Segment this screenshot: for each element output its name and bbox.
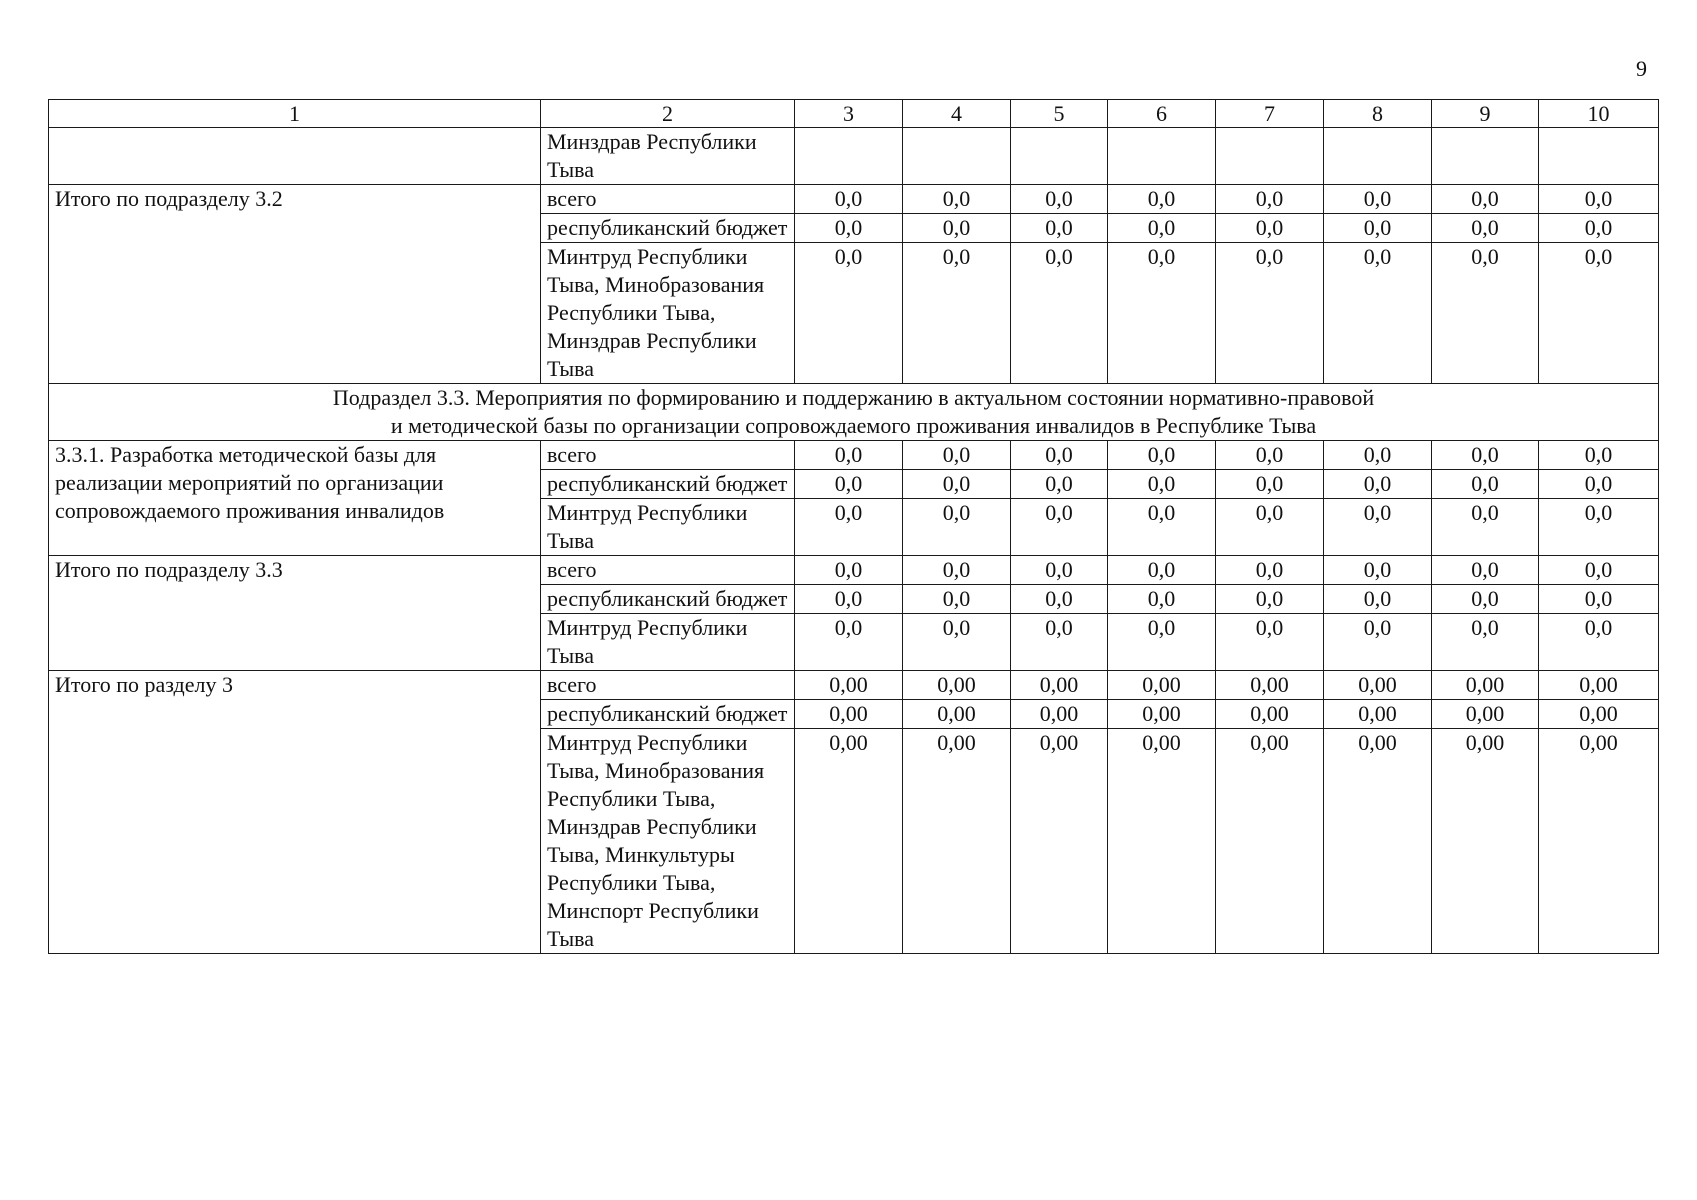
value-cell: 0,0: [1539, 243, 1659, 384]
header-cell: 10: [1539, 100, 1659, 128]
table-row: [49, 556, 1659, 585]
value-cell: 0,0: [1324, 214, 1432, 243]
source-cell: всего: [541, 441, 795, 470]
value-cell: 0,0: [1108, 214, 1216, 243]
value-cell: 0,0: [1539, 185, 1659, 214]
value-cell: 0,00: [1432, 700, 1539, 729]
value-cell: 0,0: [903, 556, 1011, 585]
value-cell: 0,0: [795, 185, 903, 214]
value-cell: 0,0: [1216, 614, 1324, 671]
header-cell: 5: [1011, 100, 1108, 128]
value-cell: 0,00: [1108, 700, 1216, 729]
value-cell: 0,00: [1539, 700, 1659, 729]
value-cell: 0,00: [1324, 671, 1432, 700]
value-cell: 0,00: [1432, 729, 1539, 954]
value-cell: 0,0: [1216, 243, 1324, 384]
header-cell: 6: [1108, 100, 1216, 128]
value-cell: 0,0: [1216, 214, 1324, 243]
page-number: 9: [1636, 56, 1647, 81]
value-cell: 0,0: [795, 441, 903, 470]
table-row: [49, 671, 1659, 700]
subtotal-3-2-title: Итого по подразделу 3.2: [49, 185, 541, 384]
value-cell: 0,0: [795, 243, 903, 384]
table-row: [49, 441, 1659, 470]
value-cell: 0,0: [1108, 499, 1216, 556]
value-cell: 0,0: [1216, 470, 1324, 499]
value-cell: 0,00: [903, 729, 1011, 954]
value-cell: 0,0: [903, 243, 1011, 384]
subsection-heading-line: Подраздел 3.3. Мероприятия по формированию и поддержанию в актуальном состоянии нормативно-правовой: [332, 385, 1375, 410]
value-cell: 0,0: [1432, 499, 1539, 556]
value-cell: 0,00: [795, 729, 903, 954]
value-cell: 0,0: [1108, 614, 1216, 671]
budget-table: [48, 99, 1659, 954]
value-cell: 0,00: [795, 671, 903, 700]
empty-cell: [49, 128, 541, 185]
value-cell: [1108, 128, 1216, 185]
value-cell: 0,0: [1216, 556, 1324, 585]
value-cell: 0,0: [903, 214, 1011, 243]
subsection-row: [49, 384, 1659, 441]
value-cell: 0,0: [1432, 556, 1539, 585]
value-cell: 0,00: [903, 700, 1011, 729]
value-cell: 0,0: [903, 470, 1011, 499]
value-cell: 0,00: [795, 700, 903, 729]
value-cell: 0,0: [1432, 185, 1539, 214]
table-body: [49, 128, 1659, 954]
value-cell: 0,0: [1324, 499, 1432, 556]
value-cell: 0,0: [1011, 243, 1108, 384]
value-cell: 0,0: [1011, 441, 1108, 470]
value-cell: 0,00: [903, 671, 1011, 700]
value-cell: 0,0: [1432, 214, 1539, 243]
value-cell: 0,0: [1539, 499, 1659, 556]
value-cell: 0,0: [1324, 243, 1432, 384]
value-cell: 0,0: [1108, 585, 1216, 614]
value-cell: 0,0: [795, 614, 903, 671]
value-cell: 0,0: [1108, 243, 1216, 384]
table-row: [49, 128, 1659, 185]
value-cell: 0,0: [1324, 441, 1432, 470]
header-cell: 3: [795, 100, 903, 128]
header-cell: 7: [1216, 100, 1324, 128]
value-cell: 0,00: [1108, 671, 1216, 700]
value-cell: [903, 128, 1011, 185]
value-cell: 0,00: [1216, 729, 1324, 954]
value-cell: 0,00: [1216, 671, 1324, 700]
value-cell: 0,00: [1324, 700, 1432, 729]
value-cell: [1324, 128, 1432, 185]
value-cell: 0,0: [903, 441, 1011, 470]
header-row: [49, 100, 1659, 128]
table-header: [49, 100, 1659, 128]
source-cell: Минтруд Республики Тыва, Минобразования Республики Тыва, Минздрав Республики Тыва, Минкультуры Республики Тыва, Минспорт Республики Тыва: [541, 729, 795, 954]
value-cell: 0,0: [1011, 585, 1108, 614]
value-cell: 0,0: [1108, 556, 1216, 585]
value-cell: 0,0: [1324, 185, 1432, 214]
value-cell: 0,0: [903, 614, 1011, 671]
subsection-heading: [49, 384, 1659, 441]
value-cell: [1432, 128, 1539, 185]
item-3-3-1-title: 3.3.1. Разработка методической базы для реализации мероприятий по организации сопровождаемого проживания инвалидов: [49, 441, 541, 556]
value-cell: 0,0: [795, 585, 903, 614]
table-row: [49, 185, 1659, 214]
value-cell: 0,0: [1011, 470, 1108, 499]
value-cell: 0,0: [795, 556, 903, 585]
source-cell: Минтруд Республики Тыва, Минобразования Республики Тыва, Минздрав Республики Тыва: [541, 243, 795, 384]
value-cell: 0,00: [1011, 671, 1108, 700]
source-cell: Минтруд Республики Тыва: [541, 614, 795, 671]
value-cell: 0,0: [1539, 556, 1659, 585]
value-cell: 0,0: [1108, 441, 1216, 470]
value-cell: 0,0: [1539, 441, 1659, 470]
value-cell: 0,00: [1216, 700, 1324, 729]
source-cell: республиканский бюджет: [541, 214, 795, 243]
value-cell: 0,0: [1539, 470, 1659, 499]
value-cell: 0,0: [1432, 470, 1539, 499]
value-cell: 0,00: [1324, 729, 1432, 954]
value-cell: 0,0: [1216, 185, 1324, 214]
value-cell: 0,0: [903, 499, 1011, 556]
value-cell: 0,0: [903, 185, 1011, 214]
value-cell: 0,00: [1011, 729, 1108, 954]
value-cell: 0,0: [795, 499, 903, 556]
value-cell: 0,0: [1216, 441, 1324, 470]
value-cell: 0,0: [1324, 556, 1432, 585]
header-cell: 1: [49, 100, 541, 128]
header-cell: 4: [903, 100, 1011, 128]
header-cell: 8: [1324, 100, 1432, 128]
value-cell: [1216, 128, 1324, 185]
value-cell: 0,00: [1108, 729, 1216, 954]
value-cell: 0,0: [1216, 499, 1324, 556]
value-cell: 0,0: [1432, 585, 1539, 614]
value-cell: 0,0: [1432, 614, 1539, 671]
value-cell: 0,0: [1324, 614, 1432, 671]
source-cell: всего: [541, 556, 795, 585]
source-cell: Минздрав Республики Тыва: [541, 128, 795, 185]
value-cell: 0,0: [1539, 585, 1659, 614]
value-cell: 0,0: [1108, 470, 1216, 499]
value-cell: 0,0: [1011, 185, 1108, 214]
value-cell: 0,0: [1539, 214, 1659, 243]
value-cell: 0,0: [1324, 470, 1432, 499]
value-cell: 0,0: [1011, 556, 1108, 585]
value-cell: 0,0: [1011, 214, 1108, 243]
subtotal-3-3-title: Итого по подразделу 3.3: [49, 556, 541, 671]
value-cell: 0,0: [1011, 499, 1108, 556]
value-cell: 0,0: [1432, 243, 1539, 384]
source-cell: республиканский бюджет: [541, 470, 795, 499]
value-cell: 0,00: [1011, 700, 1108, 729]
value-cell: 0,0: [1011, 614, 1108, 671]
value-cell: [1011, 128, 1108, 185]
source-cell: всего: [541, 671, 795, 700]
source-cell: республиканский бюджет: [541, 700, 795, 729]
source-cell: всего: [541, 185, 795, 214]
value-cell: 0,0: [1324, 585, 1432, 614]
subsection-heading-line: и методической базы по организации сопровождаемого проживания инвалидов в Республике Тыва: [390, 413, 1317, 438]
value-cell: 0,00: [1539, 729, 1659, 954]
value-cell: 0,00: [1432, 671, 1539, 700]
value-cell: [795, 128, 903, 185]
source-cell: республиканский бюджет: [541, 585, 795, 614]
value-cell: 0,0: [1539, 614, 1659, 671]
value-cell: 0,0: [1432, 441, 1539, 470]
value-cell: 0,0: [1108, 185, 1216, 214]
source-cell: Минтруд Республики Тыва: [541, 499, 795, 556]
section-3-total-title: Итого по разделу 3: [49, 671, 541, 954]
header-cell: 9: [1432, 100, 1539, 128]
value-cell: 0,0: [795, 214, 903, 243]
header-cell: 2: [541, 100, 795, 128]
value-cell: 0,0: [903, 585, 1011, 614]
value-cell: 0,0: [1216, 585, 1324, 614]
value-cell: 0,0: [795, 470, 903, 499]
value-cell: [1539, 128, 1659, 185]
value-cell: 0,00: [1539, 671, 1659, 700]
